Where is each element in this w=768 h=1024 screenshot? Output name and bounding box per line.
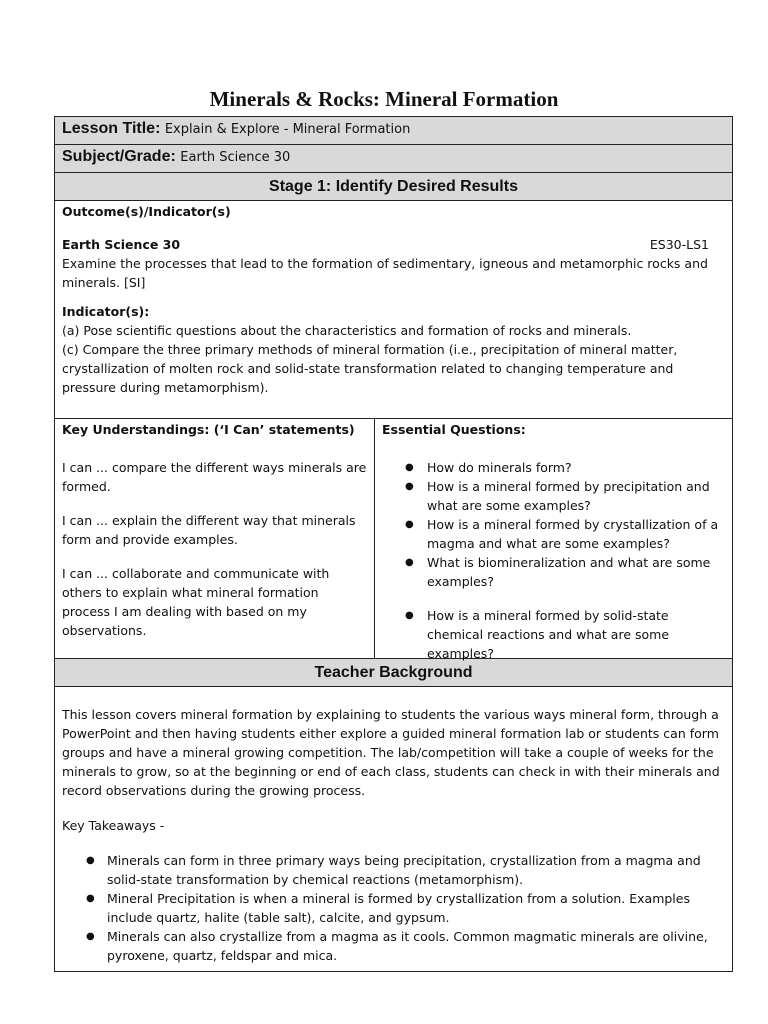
key-takeaways-label: Key Takeaways - — [62, 818, 165, 833]
i-can-statement: I can ... compare the different ways minerals are formed. — [62, 460, 367, 494]
teacher-background-heading: Teacher Background — [55, 659, 732, 687]
indicator-a: (a) Pose scientific questions about the characteristics and formation of rocks and minerals. — [62, 323, 632, 338]
outcome-code: ES30-LS1 — [649, 237, 709, 252]
subject-grade-label: Subject/Grade: — [62, 148, 176, 165]
document-title: Minerals & Rocks: Mineral Formation — [209, 87, 559, 111]
outcome-text: Examine the processes that lead to the formation of sedimentary, igneous and metamorphic rocks and minerals. [SI] — [62, 256, 708, 290]
list-item: ● How is a mineral formed by solid-state chemical reactions and what are some examples? — [382, 606, 725, 663]
understandings-questions-row — [55, 419, 732, 659]
outcomes-label: Outcome(s)/Indicator(s) — [62, 204, 231, 219]
teacher-background-body — [55, 687, 732, 971]
course-name: Earth Science 30 — [62, 237, 181, 252]
essential-questions-list — [382, 458, 725, 663]
list-item: ● Minerals can also crystallize from a magma as it cools. Common magmatic minerals are olivine, pyroxene, quartz, feldspar and mica. — [62, 927, 725, 965]
background-paragraph: This lesson covers mineral formation by explaining to students the various ways mineral form, through a PowerPoint and then having students either explore a guided mineral formation lab or students can form groups and have a mineral growing competition. The lab/competition will take a couple of weeks for the minerals to grow, so at the beginning or end of each class, students can check in with their minerals and record observations during the growing process. — [62, 707, 720, 798]
outcomes-section — [55, 201, 732, 419]
list-item: ● How is a mineral formed by precipitation and what are some examples? — [382, 477, 725, 515]
indicators-label: Indicator(s): — [62, 304, 150, 319]
subject-grade-value: Earth Science 30 — [180, 150, 291, 165]
list-item: ● What is biomineralization and what are some examples? — [382, 553, 725, 591]
subject-grade-row — [55, 145, 732, 173]
list-item: ● How do minerals form? — [382, 458, 725, 477]
i-can-statement: I can ... explain the different way that minerals form and provide examples. — [62, 513, 356, 547]
lesson-title-value: Explain & Explore - Mineral Formation — [164, 122, 411, 137]
key-understandings-heading: Key Understandings: (‘I Can’ statements) — [62, 422, 355, 437]
key-understandings — [55, 419, 375, 658]
essential-questions-heading: Essential Questions: — [382, 422, 526, 437]
lesson-plan-table — [54, 116, 733, 972]
lesson-title-label: Lesson Title: — [62, 120, 161, 137]
lesson-title-row — [55, 117, 732, 145]
i-can-statement: I can ... collaborate and communicate with others to explain what mineral formation process I am dealing with based on my observations. — [62, 566, 330, 638]
list-item: ● How is a mineral formed by crystallization of a magma and what are some examples? — [382, 515, 725, 553]
list-item: ● Minerals can form in three primary ways being precipitation, crystallization from a magma and solid-state transformation by chemical reactions (metamorphism). — [62, 851, 725, 889]
stage1-heading: Stage 1: Identify Desired Results — [55, 173, 732, 201]
essential-questions — [375, 419, 732, 661]
indicator-c: (c) Compare the three primary methods of mineral formation (i.e., precipitation of mineral matter, crystallization of molten rock and solid-state transformation related to changing temperature and pressure during metamorphism). — [62, 342, 678, 395]
list-item: ● Mineral Precipitation is when a mineral is formed by crystallization from a solution. Examples include quartz, halite (table salt), calcite, and gypsum. — [62, 889, 725, 927]
key-takeaways-list — [62, 851, 725, 965]
